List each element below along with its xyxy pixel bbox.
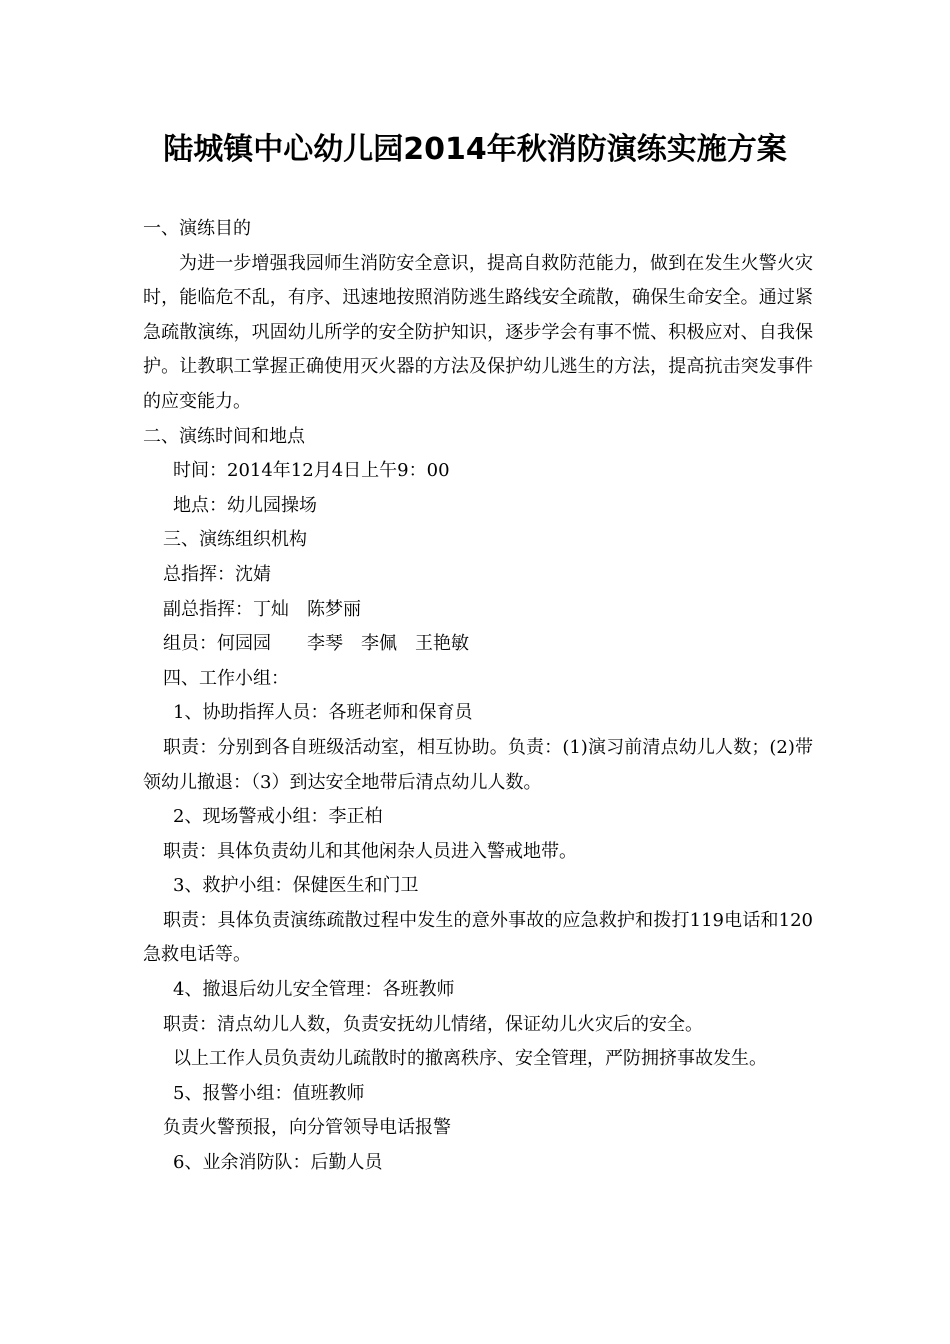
group-4-heading: 4、撤退后幼儿安全管理：各班教师 — [173, 979, 455, 1001]
document-body — [143, 212, 813, 1181]
group-3-duties: 职责：具体负责演练疏散过程中发生的意外事故的应急救护和拨打119电话和120急救电话等。 — [143, 909, 813, 966]
section-heading-organization: 三、演练组织机构 — [163, 529, 307, 551]
group-2-duties: 职责：具体负责幼儿和其他闲杂人员进入警戒地带。 — [163, 840, 577, 862]
document-title: 陆城镇中心幼儿园2014年秋消防演练实施方案 — [163, 132, 787, 167]
paragraph-staff-responsibility: 以上工作人员负责幼儿疏散时的撤离秩序、安全管理，严防拥挤事故发生。 — [173, 1048, 767, 1070]
paragraph-deputy-commander: 副总指挥：丁灿 陈梦丽 — [163, 598, 361, 620]
paragraph-time: 时间：2014年12月4日上午9：00 — [173, 460, 450, 482]
group-5-heading: 5、报警小组：值班教师 — [173, 1082, 365, 1104]
section-heading-purpose: 一、演练目的 — [143, 218, 251, 239]
section-heading-time-place: 二、演练时间和地点 — [143, 425, 305, 447]
group-3-heading: 3、救护小组：保健医生和门卫 — [173, 875, 419, 897]
group-5-duties: 负责火警预报，向分管领导电话报警 — [163, 1117, 451, 1139]
group-2-heading: 2、现场警戒小组：李正柏 — [173, 806, 383, 828]
section-heading-working-groups: 四、工作小组： — [163, 667, 289, 689]
paragraph-commander: 总指挥：沈婧 — [163, 563, 271, 585]
group-1-duties: 职责：分别到各自班级活动室，相互协助。负责：(1)演习前清点幼儿人数；(2)带领幼儿撤退：（3）到达安全地带后清点幼儿人数。 — [143, 736, 813, 793]
paragraph-purpose: 为进一步增强我园师生消防安全意识，提高自救防范能力，做到在发生火警火灾时，能临危不乱，有序、迅速地按照消防逃生路线安全疏散，确保生命安全。通过紧急疏散演练，巩固幼儿所学的安全防护知识，逐步学会有事不慌、积极应对、自我保护。让教职工掌握正确使用灭火器的方法及保护幼儿逃生的方法，提高抗击突发事件的应变能力。 — [143, 252, 813, 412]
group-1-heading: 1、协助指挥人员：各班老师和保育员 — [173, 702, 473, 724]
group-4-duties: 职责：清点幼儿人数，负责安抚幼儿情绪，保证幼儿火灾后的安全。 — [163, 1013, 703, 1035]
paragraph-members: 组员：何园园 李琴 李佩 王艳敏 — [163, 633, 469, 655]
paragraph-place: 地点：幼儿园操场 — [173, 494, 317, 516]
group-6-heading: 6、业余消防队：后勤人员 — [173, 1152, 383, 1174]
